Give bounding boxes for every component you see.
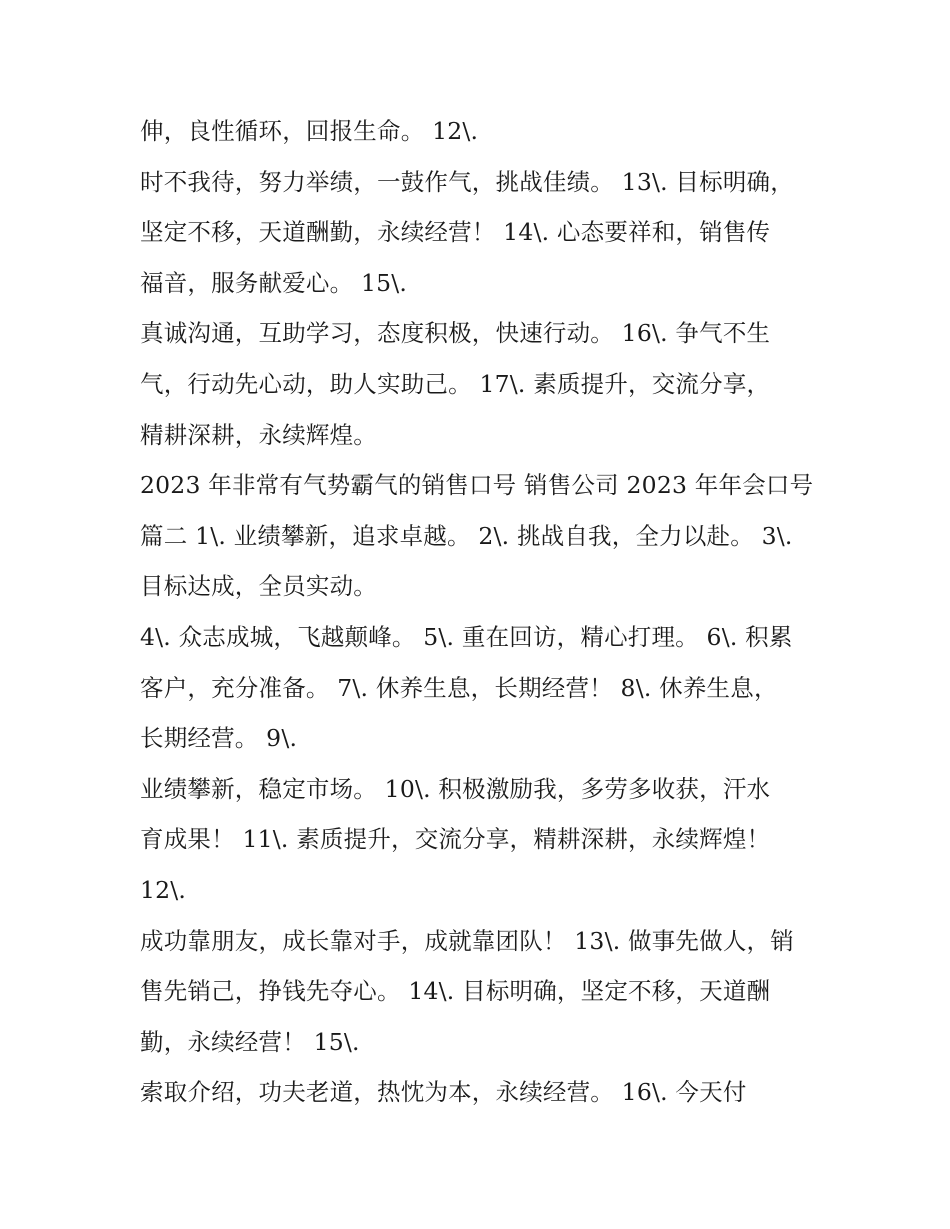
text-line: 精耕深耕，永续辉煌。 bbox=[140, 420, 377, 449]
text-line: 客户，充分准备。 7\. 休养生息，长期经营！ 8\. 休养生息， bbox=[140, 673, 778, 702]
document-body bbox=[140, 106, 840, 1118]
text-line: 气，行动先心动，助人实助己。 17\. 素质提升，交流分享， bbox=[140, 369, 771, 398]
text-line: 伸，良性循环，回报生命。 12\. bbox=[140, 117, 479, 145]
text-line: 时不我待，努力举绩，一鼓作气，挑战佳绩。 13\. 目标明确， bbox=[140, 167, 794, 196]
text-line: 业绩攀新，稳定市场。 10\. 积极激励我，多劳多收获，汗水 bbox=[140, 774, 771, 803]
text-line: 勤，永续经营！ 15\. bbox=[140, 1027, 360, 1056]
text-line: 售先销己，挣钱先夺心。 14\. 目标明确，坚定不移，天道酬 bbox=[140, 977, 771, 1006]
text-line: 篇二 1\. 业绩攀新，追求卓越。 2\. 挑战自我，全力以赴。 3\. bbox=[140, 521, 793, 550]
text-line: 真诚沟通，互助学习，态度积极，快速行动。 16\. 争气不生 bbox=[140, 319, 771, 348]
text-line: 目标达成，全员实动。 bbox=[140, 572, 377, 601]
text-line: 索取介绍，功夫老道，热忱为本，永续经营。 16\. 今天付 bbox=[140, 1078, 747, 1107]
text-line: 2023 年非常有气势霸气的销售口号 销售公司 2023 年年会口号 bbox=[140, 471, 814, 500]
text-line: 坚定不移，天道酬勤，永续经营！ 14\. 心态要祥和，销售传 bbox=[140, 218, 771, 247]
text-line: 长期经营。 9\. bbox=[140, 724, 298, 753]
text-line: 育成果！ 11\. 素质提升，交流分享，精耕深耕，永续辉煌！ bbox=[140, 825, 771, 854]
text-line: 成功靠朋友，成长靠对手，成就靠团队！ 13\. 做事先做人，销 bbox=[140, 926, 794, 955]
text-line: 福音，服务献爱心。 15\. bbox=[140, 268, 408, 297]
text-line: 12\. bbox=[140, 875, 187, 904]
text-line: 4\. 众志成城，飞越颠峰。 5\. 重在回访，精心打理。 6\. 积累 bbox=[140, 622, 793, 651]
